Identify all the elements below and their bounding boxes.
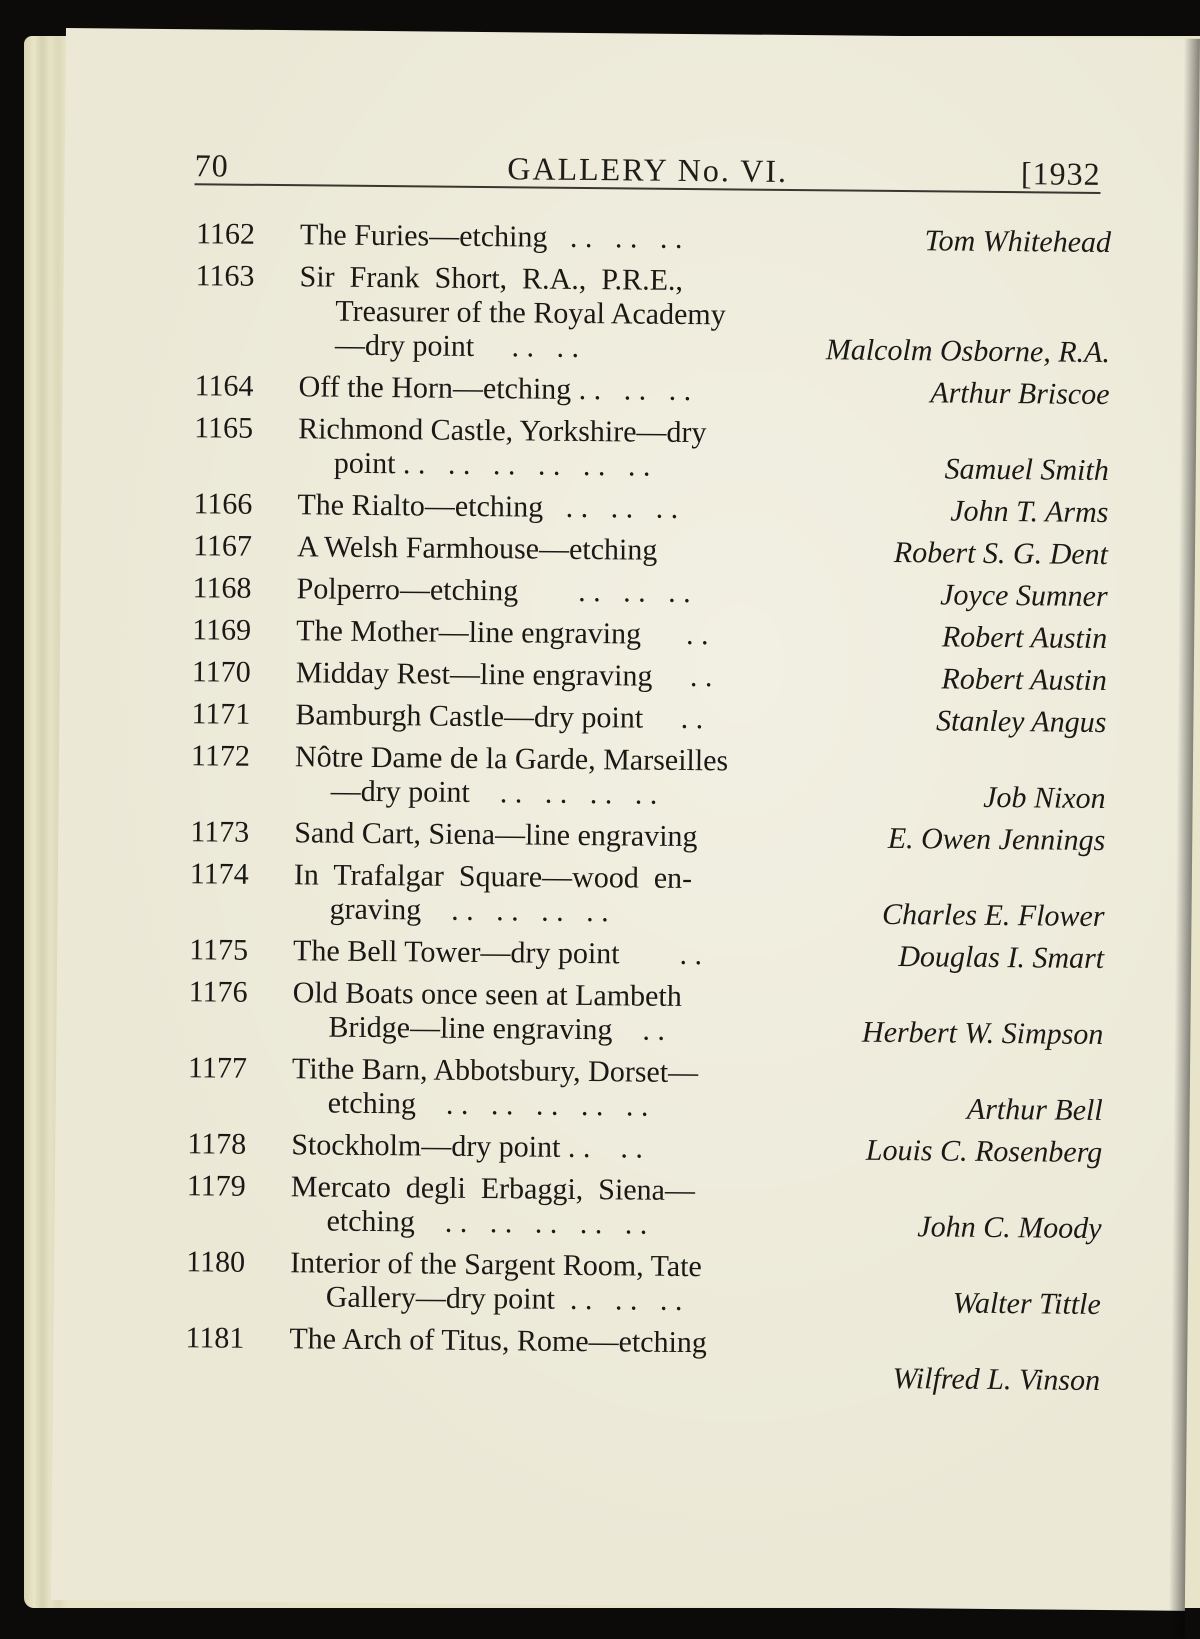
catalogue-entry bbox=[191, 739, 1107, 816]
entry-artist: Robert Austin bbox=[941, 620, 1108, 656]
entry-artist: Douglas I. Smart bbox=[898, 940, 1105, 976]
catalogue-entry bbox=[189, 933, 1104, 976]
catalogue-entry bbox=[186, 1169, 1102, 1246]
catalogue-entry bbox=[186, 1245, 1102, 1322]
entry-artist: Arthur Bell bbox=[966, 1092, 1103, 1128]
entry-title-line: The Mother—line engraving . . bbox=[296, 614, 709, 652]
page-title: GALLERY No. VI. bbox=[507, 150, 789, 189]
entry-artist: Malcolm Osborne, R.A. bbox=[825, 333, 1111, 370]
entry-number: 1167 bbox=[192, 529, 253, 563]
entry-number: 1168 bbox=[192, 571, 252, 605]
entry-title-line: etching . . . . . . . . . . bbox=[327, 1086, 649, 1123]
entry-number: 1163 bbox=[195, 259, 255, 293]
entry-title-line: The Furies—etching . . . . . . bbox=[299, 218, 683, 255]
entry-artist: Wilfred L. Vinson bbox=[892, 1361, 1101, 1397]
catalogue-entry bbox=[192, 571, 1107, 614]
catalogue-entry bbox=[195, 259, 1111, 370]
entry-title-line: Richmond Castle, Yorkshire—dry bbox=[298, 412, 707, 450]
entry-title-line: The Rialto—etching . . . . . . bbox=[297, 488, 679, 525]
catalogue-entry bbox=[192, 655, 1107, 698]
entry-artist: Samuel Smith bbox=[944, 452, 1109, 488]
entry-number: 1178 bbox=[187, 1127, 247, 1161]
entry-number: 1169 bbox=[192, 613, 252, 647]
catalogue-entry bbox=[194, 369, 1109, 412]
entry-number: 1181 bbox=[185, 1321, 245, 1355]
catalogue-entry bbox=[192, 613, 1107, 656]
entry-number: 1170 bbox=[191, 655, 251, 689]
year-marker: [1932 bbox=[1020, 155, 1101, 192]
entry-artist: Louis C. Rosenberg bbox=[865, 1133, 1103, 1169]
entry-artist: Stanley Angus bbox=[935, 704, 1107, 740]
entry-title-line: A Welsh Farmhouse—etching bbox=[296, 530, 658, 567]
entry-number: 1172 bbox=[190, 739, 251, 773]
entry-title-line: Tithe Barn, Abbotsbury, Dorset— bbox=[291, 1052, 699, 1090]
entry-artist: Herbert W. Simpson bbox=[861, 1015, 1104, 1052]
entry-number: 1174 bbox=[189, 857, 249, 891]
catalogue-entry bbox=[193, 487, 1108, 530]
entry-artist: E. Owen Jennings bbox=[887, 821, 1106, 858]
entry-title-line: graving . . . . . . . . bbox=[329, 892, 609, 929]
entry-title-line: Stockholm—dry point . . . . bbox=[291, 1128, 644, 1165]
entry-title-line: —dry point . . . . bbox=[334, 328, 580, 364]
catalogue-entry bbox=[185, 1321, 1101, 1398]
entry-number: 1164 bbox=[194, 369, 254, 403]
entry-artist: Charles E. Flower bbox=[881, 897, 1105, 934]
entry-number: 1166 bbox=[193, 487, 253, 521]
entry-title-line: Sir Frank Short, R.A., P.R.E., bbox=[299, 260, 684, 297]
entry-artist: Robert S. G. Dent bbox=[893, 535, 1109, 572]
entry-artist: Robert Austin bbox=[941, 662, 1107, 698]
entry-artist: Joyce Sumner bbox=[940, 578, 1108, 614]
catalogue-entry bbox=[196, 217, 1111, 260]
entry-number: 1165 bbox=[194, 411, 254, 445]
catalogue-entry bbox=[194, 411, 1110, 488]
entry-artist: Tom Whitehead bbox=[924, 224, 1112, 260]
entry-artist: John T. Arms bbox=[950, 494, 1109, 530]
entry-title-line: Old Boats once seen at Lambeth bbox=[292, 976, 682, 1013]
page-number: 70 bbox=[194, 147, 229, 184]
entry-artist: Walter Tittle bbox=[952, 1286, 1101, 1321]
entry-title-line: Bridge—line engraving . . bbox=[328, 1010, 666, 1047]
entry-number: 1171 bbox=[191, 697, 251, 731]
entry-title-line: In Trafalgar Square—wood en- bbox=[293, 858, 693, 896]
entry-title-line: Midday Rest—line engraving . . bbox=[295, 656, 713, 694]
entry-artist: John C. Moody bbox=[917, 1210, 1102, 1245]
entry-title-line: The Bell Tower—dry point . . bbox=[292, 934, 703, 972]
entry-title-line: Nôtre Dame de la Garde, Marseilles bbox=[294, 740, 729, 778]
entry-number: 1162 bbox=[195, 217, 256, 251]
entry-title-line: Polperro—etching . . . . . . bbox=[296, 572, 691, 610]
entry-title-line: Bamburgh Castle—dry point . . bbox=[295, 698, 704, 736]
catalogue-entry bbox=[188, 975, 1104, 1052]
entry-title-line: Treasurer of the Royal Academy bbox=[335, 294, 726, 332]
catalogue-entry bbox=[193, 529, 1108, 572]
entry-title-line: The Arch of Titus, Rome—etching bbox=[289, 1322, 708, 1360]
catalogue-entries bbox=[185, 217, 1111, 1406]
entry-number: 1179 bbox=[186, 1169, 246, 1203]
entry-number: 1176 bbox=[188, 975, 248, 1009]
catalogue-entry bbox=[191, 697, 1106, 740]
entry-title-line: point . . . . . . . . . . . . bbox=[333, 446, 651, 483]
catalogue-entry bbox=[190, 815, 1105, 858]
catalogue-entry bbox=[187, 1127, 1102, 1170]
entry-number: 1177 bbox=[187, 1051, 248, 1085]
entry-title-line: etching . . . . . . . . . . bbox=[326, 1204, 648, 1241]
catalogue-entry bbox=[188, 1051, 1104, 1128]
entry-title-line: Off the Horn—etching . . . . . . bbox=[298, 370, 692, 408]
entry-title-line: —dry point . . . . . . . . bbox=[330, 774, 658, 811]
entry-title-line: Mercato degli Erbaggi, Siena— bbox=[290, 1170, 696, 1208]
entry-artist: Job Nixon bbox=[983, 780, 1106, 816]
entry-number: 1175 bbox=[188, 933, 249, 967]
entry-artist: Arthur Briscoe bbox=[930, 376, 1110, 412]
entry-number: 1173 bbox=[190, 815, 250, 849]
entry-title-line: Interior of the Sargent Room, Tate bbox=[289, 1246, 703, 1284]
catalogue-entry bbox=[189, 857, 1105, 934]
entry-title-line: Sand Cart, Siena—line engraving bbox=[294, 816, 698, 854]
book-page bbox=[51, 28, 1200, 1611]
entry-title-line: Gallery—dry point . . . . . . bbox=[325, 1280, 683, 1317]
entry-number: 1180 bbox=[186, 1245, 246, 1279]
